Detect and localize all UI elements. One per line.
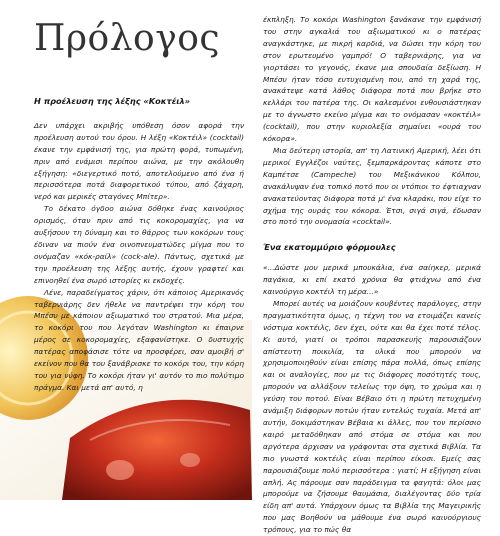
section-heading-formulas: Ένα εκατομμύριο φόρμουλες xyxy=(263,242,396,253)
paragraph: έκπληξη. Το κοκόρι Washington ξανάκανε την εμφάνισή του στην αγκαλιά του αξιωματικού κι ο πατέρας αναγκάστηκε, με πικρή καρδιά, να δώσει την κόρη του στον ερωτευμένο γαμπρό! Ο ταβερνιάρης, για να γιορτάσει το γεγονός, έκανε μια σπουδαία δεξίωση. Η Μπέσυ ήταν τόσο ευτυχισμένη που, από τη χαρά της, ανακάτεψε κατά λάθος διάφορα ποτά που βρήκε στο κελλάρι του πατέρα της. Οι καλεσμένοι ενθουσιάστηκαν με το άγνωστο εκείνο μίγμα και το ονόμασαν «κοκτέιλ» (cocktail), που στην κυριολεξία σημαίνει «ουρά του κόκορα». xyxy=(263,15,481,144)
paragraph: Μια δεύτερη ιστορία, απ' τη Λατινική Αμερική, λέει ότι μερικοί Εγγλέζοι ναύτες, ξεμπαρκάροντας κάποτε στο Καμπέτσε (Campeche) του Μεξικάνικου Κόλπου, ανακάλυψαν ένα τοπικό ποτό που οι ντόπιοι το έφτιαχναν ανακατεύοντας διάφορα ποτά μ' ένα κλαράκι, που είχε το σχήμα της ουράς του κόκορα. Έτσι, σιγά σιγά, έδωσαν στο ποτό την ονομασία «cocktail». xyxy=(263,145,481,227)
left-column xyxy=(34,96,244,394)
paragraph: Λένε, παραδείγματος χάριν, ότι κάποιος Αμερικανός ταβερνιάρης δεν ήθελε να παντρέψει την κόρη του Μπέσυ με κάποιον αξιωματικό του στρατού. Μια μέρα, το κοκόρι του που λεγόταν Washington κι έπαιρνε μέρος σε κοκορομαχίες, εξαφανίστηκε. Ο δυστυχής πατέρας αποφάσισε τότε να προσφέρει, σαν αμοιβή σ' εκείνον που θα του ξανάβρισκε το κοκόρι του, την κόρη του για νύφη. Το κοκόρι ήταν γι' αυτόν το πιο πολύτιμο πράγμα. Και μετά απ' αυτό, η xyxy=(34,287,244,392)
paragraph: Μπορεί αυτές να μοιάζουν κουβέντες παράλογες, στην πραγματικότητα όμως, η τέχνη του να ετοιμάζει κανείς νόστιμα κοκτέιλς, δεν έχει, ούτε και θα έχει ποτέ τέλος. Κι αυτό, γιατί οι τρόποι παρασκευής παρουσιάζουν απίστευτη ποικιλία, τα υλικά που μπορούν να χρησιμοποιηθούν είναι επίσης πάρα πολλά, όπως επίσης και οι αναλογίες, που με τις διάφορες ποσότητές τους, μπορούν να αλλάξουν τελείως την όψη, το χρώμα και η γεύση του ποτού. Είναι Βέβαιο ότι η πρώτη πετυχημένη ανάμιξη διάφορων ποτών ήταν εντελώς τυχαία. Μετά απ' αυτήν, δοκιμάστηκαν Βέβαια κι άλλες, που τον περίσσιο καιρό μεταδόθηκαν από στόμα σε στόμα και που αργότερα άρχισαν να γράφονται στα σχετικά Βιβλία. Τα πιο γνωστά κοκτέιλς είναι περίπου είκοσι. Εμείς σας παρουσιάζουμε πολύ περισσότερα : γιατί; Η εξήγηση είναι απλή. Ας πάρουμε σαν παράδειγμα τα φαγητά: όλοι μας μπορούμε να ζήσουμε θαυμάσια, διαλέγοντας δύο τρία είδη απ' αυτά. Υπάρχουν όμως τα Βιβλία της Μαγειρικής που μας Βοηθούν να μάθουμε ένα σωρό καινούργιους τρόπους, για το πώς θα xyxy=(263,298,481,535)
right-column xyxy=(263,14,481,536)
section-heading-origin: Η προέλευση της λέξης «Κοκτέιλ» xyxy=(34,96,190,106)
paragraph: Το δέκατο όγδοο αιώνα δόθηκε ένας καινούριος ορισμός, όταν πριν από τις κοκορομαχίες, για να αυξήσουν τη δύναμη και το θάρρος των κοκόρων τους έδιναν να πιούν ένα οινοπνευματώδες μίγμα που το ονόμαζαν «κόκ-ραίλ» (cock-ale). Πάντως, σχετικά με την προέλευση της λέξης αυτής, έχουν γραφτεί και επινοηθεί ένα σωρό ιστορίες κι εκδοχές. xyxy=(34,204,244,285)
paragraph: Δεν υπάρχει ακριβής υπόθεση όσον αφορά την προέλευση αυτού του όρου. Η λέξη «Κοκτέιλ» (cocktail) έκανε την εμφάνισή της, για πρώτη φορά, τυπωμένη, πριν από ενάμισι περίπου αιώνα, με την ακόλουθη εξήγηση: «διεγερτικό ποτό, αποτελούμενο από ένα ή περισσότερα ποτά διαφορετικού τύπου, από ζάχαρη, νερό και μερικές σταγόνες Μπίτερ». xyxy=(34,120,244,202)
page-title: Πρόλογος xyxy=(34,18,221,59)
quote-paragraph: «...Δώστε μου μερικά μπουκάλια, ένα σαίηκερ, μερικά παγάκια, κι επί εκατό χρόνια θα φτιάχνω από ένα καινούργιο κοκτέιλ τη μέρα...» xyxy=(263,263,481,297)
